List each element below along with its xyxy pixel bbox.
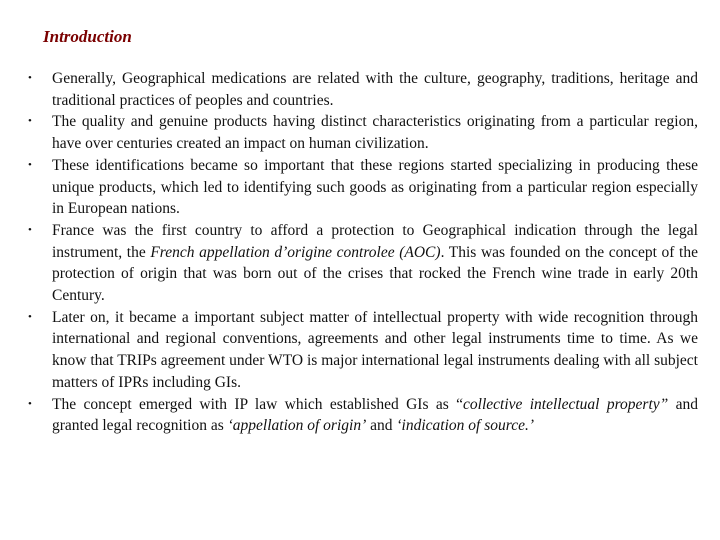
bullet-item	[26, 307, 698, 394]
bullet-item	[26, 220, 698, 307]
bullet-text	[52, 394, 698, 437]
text-segment: and	[366, 417, 397, 435]
bullet-item	[26, 111, 698, 154]
bullet-marker: •	[28, 115, 32, 128]
bullet-marker: •	[28, 158, 32, 171]
bullet-marker: •	[28, 310, 32, 323]
text-segment: These identifications became so important that these regions started specializing in producing these unique products, which led to identifying such goods as originating from a particular region especially in European nations.	[52, 156, 698, 218]
slide-title: Introduction	[43, 27, 132, 46]
bullet-text	[52, 111, 698, 154]
text-segment: The concept emerged with IP law which established GIs as “	[52, 395, 464, 413]
bullet-text	[52, 68, 698, 111]
text-segment: The quality and genuine products having distinct characteristics originating from a particular region, have over centuries created an impact on human civilization.	[52, 113, 698, 153]
bullet-list	[26, 68, 698, 437]
text-segment: Generally, Geographical medications are related with the culture, geography, traditions, heritage and traditional practices of peoples and countries.	[52, 70, 698, 109]
bullet-text	[52, 155, 698, 220]
text-segment: Later on, it became a important subject matter of intellectual property with wide recognition through international and regional conventions, agreements and other legal instruments time to time. As we know that TRIPs agreement under WTO is major international legal instruments dealing with all subject matters of IPRs including GIs.	[52, 308, 698, 391]
bullet-marker: •	[28, 223, 32, 236]
italic-text-segment: ‘indication of source.’	[396, 417, 534, 435]
italic-text-segment: collective intellectual property”	[463, 395, 669, 413]
bullet-text	[52, 220, 698, 307]
italic-text-segment: ‘appellation of origin’	[227, 417, 367, 435]
bullet-marker: •	[28, 397, 32, 410]
bullet-marker: •	[28, 72, 32, 84]
bullet-item	[26, 394, 698, 437]
text-segment: France was the first country to afford a protection to Geographical indication through the legal instrument, the	[52, 221, 698, 261]
text-segment: and granted legal recognition as	[52, 395, 699, 435]
italic-text-segment: French appellation d’origine controlee (AOC)	[150, 243, 441, 261]
bullet-item	[26, 155, 698, 220]
bullet-item	[26, 68, 698, 111]
text-segment: . This was founded on the concept of the protection of origin that was born out of the crises that rocked the French wine trade in early 20th Century.	[52, 243, 698, 305]
bullet-text	[52, 307, 698, 394]
